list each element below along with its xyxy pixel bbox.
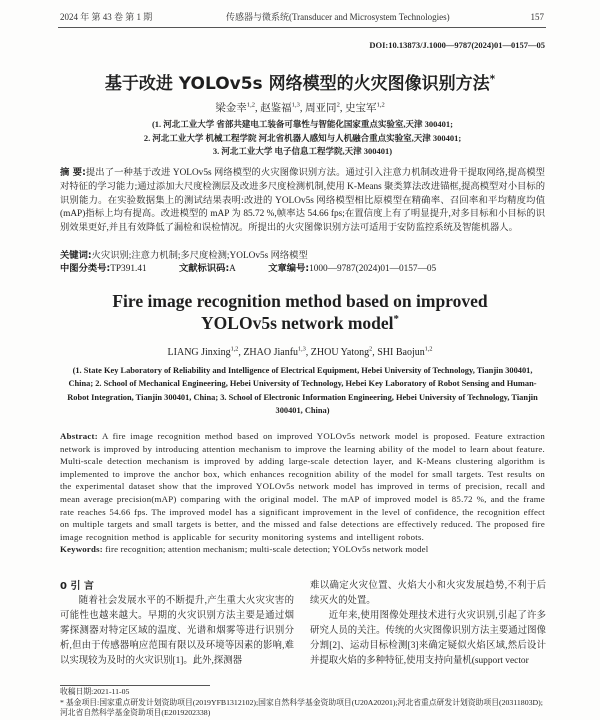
english-title-text: Fire image recognition method based on improved YOLOv5s network model bbox=[112, 291, 488, 333]
affiliation-line: (1. 河北工业大学 省部共建电工装备可靠性与智能化国家重点实验室,天津 300401; bbox=[151, 119, 454, 129]
author-affiliation-mark: 1,2 bbox=[424, 345, 433, 353]
chinese-keywords-text: 火灾识别;注意力机制;多尺度检测;YOLOv5s 网络模型 bbox=[91, 251, 308, 261]
english-authors bbox=[0, 346, 600, 359]
author-name: 赵鉴福 bbox=[260, 103, 292, 114]
english-abstract-label: Abstract: bbox=[60, 431, 98, 441]
chinese-abstract-label: 摘 要: bbox=[60, 167, 86, 178]
classification-line bbox=[60, 262, 545, 277]
english-abstract bbox=[60, 430, 545, 543]
author-affiliation-mark: 1,2 bbox=[376, 101, 385, 109]
author-affiliation-mark: 1,2 bbox=[230, 345, 239, 353]
chinese-abstract-text: 提出了一种基于改进 YOLOv5s 网络模型的火灾图像识别方法。通过引入注意力机制改进骨干提取网络,提高模型对特征的学习能力;通过添加大尺度检测层及改进多尺度检测机制,使用 K-Means 聚类算法改进锚框,提高模型对小目标的识别能力。在实验数据集上的测试结果表明:改进的 YOLOv5s 网络模型相比原模型在精确率、召回率和平均精度均值(mAP)指标上均有提高。改进模型的 mAP 为 85.72 %,帧率达 54.66 fps;在置信度上有了明显提升,对多目标和小目标的识别效果更好,并且有效降低了漏检和误检情况。所提出的火灾图像识别方法可适用于安防监控系统及智能机器人。 bbox=[60, 168, 545, 234]
doi: DOI:10.13873/J.1000—9787(2024)01—0157—05 bbox=[369, 40, 545, 50]
author-separator: , bbox=[254, 103, 261, 114]
footnote bbox=[60, 687, 545, 719]
author-affiliation-mark: 2 bbox=[369, 345, 373, 353]
author-affiliation-mark: 1,3 bbox=[291, 101, 300, 109]
clc-label: 中图分类号: bbox=[60, 263, 111, 274]
english-keywords bbox=[60, 543, 545, 556]
header-journal-name: 传感器与微系统(Transducer and Microsystem Technologies) bbox=[226, 12, 450, 22]
footnote-rule bbox=[60, 685, 210, 686]
fund-note: * 基金项目:国家重点研发计划资助项目(2019YFB1312102);国家自然科学基金资助项目(U20A20201);河北省重点研发计划资助项目(20311803D);河北省自然科学基金资助项目(E2019202338) bbox=[60, 697, 543, 718]
chinese-title-text: 基于改进 YOLOv5s 网络模型的火灾图像识别方法 bbox=[104, 74, 490, 94]
author-affiliation-mark: 1,3 bbox=[298, 345, 306, 353]
english-keywords-text: fire recognition; attention mechanism; multi-scale detection; YOLOv5s network model bbox=[105, 544, 429, 555]
author-affiliation-mark: 1,2 bbox=[246, 101, 255, 109]
author-separator: , bbox=[238, 347, 244, 358]
author-separator: , bbox=[339, 103, 346, 114]
affiliation-line: 3. 河北工业大学 电子信息工程学院,天津 300401) bbox=[212, 146, 393, 156]
chinese-title-footnote-mark: * bbox=[489, 73, 496, 86]
author-name: SHI Baojun bbox=[377, 347, 425, 358]
body-paragraph: 随着社会发展水平的不断提升,产生重大火灾灾害的可能性也越来越大。早期的火灾识别方法主要是通过烟雾探测器对特定区域的温度、光谱和烟雾等进行识别分析,但由于传感器响应范围有限以及环境等因素的影响,难以实现较为及时的火灾识别[1]。此外,探测器 bbox=[60, 596, 294, 666]
english-title-footnote-mark: * bbox=[393, 313, 399, 326]
clc-value: TP391.41 bbox=[110, 264, 147, 274]
english-keywords-label: Keywords: bbox=[60, 544, 103, 555]
clc-number bbox=[60, 264, 147, 274]
english-affiliations: (1. State Key Laboratory of Reliability and Intelligence of Electrical Equipment, Hebei University of Technology, Tianjin 300401, China; 2. School of Mechanical Engineering, Hebei University of Technology, Hebei Key Laboratory of Robot Sensing and Human-Robot Integration, Tianjin 300401, China; 3. School of Electronic Information Engineering, Hebei University of Technology, Tianjin 300401, China) bbox=[67, 366, 538, 415]
author-name: 梁金幸 bbox=[215, 103, 247, 114]
header-issue: 2024 年 第 43 卷 第 1 期 bbox=[60, 12, 153, 22]
chinese-keywords-label: 关键词: bbox=[60, 250, 92, 261]
body-paragraph: 难以确定火灾位置、火焰大小和火灾发展趋势,不利于后续灭火的处置。 bbox=[310, 581, 546, 606]
author-separator: , bbox=[299, 103, 306, 114]
english-abstract-text: A fire image recognition method based on improved YOLOv5s network model is proposed. Feature extraction network is improved by introducing attention mechanism to improve the learning ability of the model to learn about feature. Multi-scale detection mechanism is improved by adding large-scale detection layer, and K-Means clustering algorithm is implemented to improve the anchor box, which enhances recognition ability of the model for small targets. Test results on the experimental dataset show that the improved YOLOv5s network model has improved in terms of precision, recall and mean average precision(mAP) comparing with the original model. The mAP of improved model is 85.72 %, and the frame rate reaches 54.66 fps. The improved model has a significant improvement in the level of confidence, the recognition effect on multiple targets and small targets is better, and the missed and false detections are effectively reduced. The proposed fire image recognition method is applicable for security monitoring systems and intelligent robots. bbox=[60, 431, 545, 542]
document-code-label: 文献标识码: bbox=[178, 263, 230, 274]
author-separator: , bbox=[372, 347, 378, 358]
chinese-abstract bbox=[60, 166, 545, 236]
body-column-right bbox=[310, 579, 546, 669]
chinese-title bbox=[0, 73, 600, 95]
document-code bbox=[179, 264, 236, 274]
english-abstract-block bbox=[60, 430, 545, 556]
document-code-value: A bbox=[229, 264, 236, 274]
author-name: ZHOU Yatong bbox=[310, 347, 370, 358]
author-separator: , bbox=[305, 347, 311, 358]
author-name: 周亚同 bbox=[305, 103, 337, 114]
author-name: LIANG Jinxing bbox=[167, 347, 231, 358]
article-number bbox=[268, 264, 436, 274]
author-name: ZHAO Jianfu bbox=[243, 347, 299, 358]
affiliation-line: 2. 河北工业大学 机械工程学院 河北省机器人感知与人机融合重点实验室,天津 300401; bbox=[143, 132, 462, 143]
chinese-authors bbox=[0, 102, 600, 115]
header-rule bbox=[58, 27, 546, 28]
chinese-affiliations bbox=[60, 118, 545, 159]
section-heading: 0 引 言 bbox=[60, 581, 94, 592]
author-affiliation-mark: 2 bbox=[336, 101, 340, 109]
received-date: 收稿日期:2021-11-05 bbox=[60, 687, 130, 696]
article-number-label: 文章编号: bbox=[268, 263, 310, 274]
author-name: 史宝军 bbox=[345, 103, 377, 114]
article-number-value: 1000—9787(2024)01—0157—05 bbox=[309, 264, 437, 274]
header-page-number: 157 bbox=[530, 12, 544, 22]
body-column-left bbox=[60, 594, 294, 669]
body-paragraph: 近年来,使用图像处理技术进行火灾识别,引起了许多研究人员的关注。传统的火灾图像识别方法主要通过图像分割[2]、运动目标检测[3]来确定疑似火焰区域,然后设计并提取火焰的多种特征,使用支持向量机(support vector bbox=[310, 611, 546, 666]
english-title bbox=[80, 290, 520, 334]
